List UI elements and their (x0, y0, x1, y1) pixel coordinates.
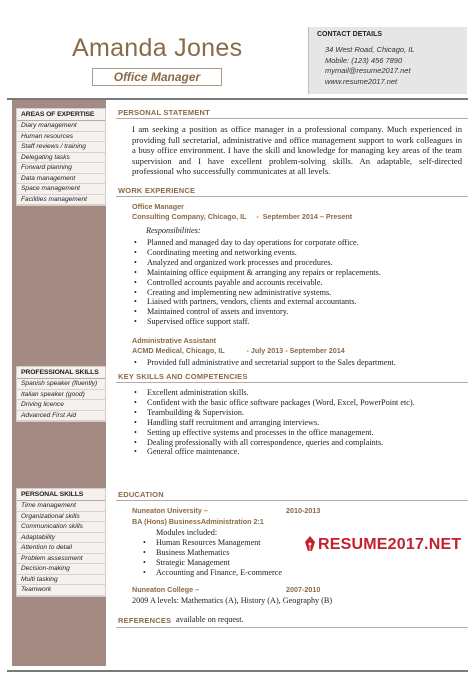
personal-statement-heading: PERSONAL STATEMENT (118, 108, 210, 117)
list-item: • Maintained control of assets and inventory. (131, 307, 381, 317)
professional-skills-heading: PROFESSIONAL SKILLS (17, 367, 105, 379)
section-rule (116, 382, 468, 383)
job-title-box: Office Manager (92, 68, 222, 86)
list-item: • Confident with the basic office software packages (Word, Excel, PowerPoint etc). (131, 398, 415, 408)
list-item: • Teambuilding & Supervision. (131, 408, 415, 418)
list-item: • Setting up effective systems and processes in the office management. (131, 428, 415, 438)
list-item: • Supervised office support staff. (131, 317, 381, 327)
list-item: • Liaised with partners, vendors, clients and external accountants. (131, 297, 381, 307)
logo-text: RESUME2017.NET (318, 536, 462, 553)
expertise-heading: AREAS OF EXPERTISE (17, 109, 105, 121)
personal-skill-item: Time management (17, 501, 105, 512)
modules-list (140, 538, 282, 578)
contact-email[interactable]: mymail@resume2017.net (325, 66, 411, 75)
personal-skill-item: Attention to detail (17, 543, 105, 554)
expertise-item: Human resources (17, 132, 105, 143)
list-item: • Analyzed and organized work processes and procedures. (131, 258, 381, 268)
list-item: • Human Resources Management (140, 538, 282, 548)
modules-label: Modules included: (156, 528, 218, 537)
personal-skill-item: Problem assessment (17, 554, 105, 565)
job-2-company: ACMD Medical, Chicago, IL - July 2013 - September 2014 (132, 346, 345, 355)
professional-skill-item: Spanish speaker (fluently) (17, 379, 105, 390)
section-rule (116, 118, 468, 119)
references-text: available on request. (176, 615, 244, 624)
college-years: 2007-2010 (286, 585, 321, 594)
resume2017-logo (318, 536, 461, 554)
contact-lines (325, 45, 415, 87)
section-rule (116, 627, 468, 628)
list-item: • Controlled accounts payable and accounts receivable. (131, 278, 381, 288)
expertise-panel (16, 108, 106, 206)
expertise-item: Forward planning (17, 163, 105, 174)
job-1-responsibilities-label: Responsibilities: (146, 226, 201, 235)
list-item: • Dealing professionally with all correspondence, queries and complaints. (131, 438, 415, 448)
expertise-item: Facilities management (17, 195, 105, 206)
list-item: • Business Mathematics (140, 548, 282, 558)
list-item: • Strategic Management (140, 558, 282, 568)
degree-title: BA (Hons) BusinessAdministration 2:1 (132, 517, 264, 526)
references-heading: REFERENCES (118, 616, 172, 625)
expertise-item: Staff reviews / training (17, 142, 105, 153)
personal-skills-heading: PERSONAL SKILLS (17, 489, 105, 501)
job-2-title: Administrative Assistant (132, 336, 217, 345)
list-item: • Excellent administration skills. (131, 388, 415, 398)
professional-skill-item: Advanced First Aid (17, 411, 105, 422)
candidate-name: Amanda Jones (72, 34, 243, 62)
list-item: • Creating and implementing new administrative systems. (131, 288, 381, 298)
university-years: 2010-2013 (286, 506, 321, 515)
college-name: Nuneaton College – (132, 585, 200, 594)
contact-details-heading: CONTACT DETAILS (317, 31, 383, 38)
a-levels: 2009 A levels: Mathematics (A), History (A), Geography (B) (132, 596, 333, 605)
professional-skill-item: Driving licence (17, 400, 105, 411)
expertise-item: Space management (17, 184, 105, 195)
contact-address: 34 West Road, Chicago, IL (325, 45, 415, 54)
expertise-item: Diary management (17, 121, 105, 132)
job-1-bullets (131, 238, 381, 327)
pen-nib-icon (302, 535, 318, 553)
work-experience-heading: WORK EXPERIENCE (118, 186, 196, 195)
personal-skill-item: Communication skills (17, 522, 105, 533)
list-item: • Accounting and Finance, E-commerce (140, 568, 282, 578)
university-name: Nuneaton University – (132, 506, 208, 515)
professional-skill-item: Italian speaker (good) (17, 390, 105, 401)
education-heading: EDUCATION (118, 490, 164, 499)
personal-statement-text: I am seeking a position as office manager in a professional company. Much experienced in providing full secretarial, administrative and office management support to work colleagues in a busy office environment. I have the skill and knowledge for managing key areas of the team supervision and I have excellent problem-solving skills. An adaptable, self-directed professional who successfully communicates at all levels. (132, 124, 462, 177)
job-2-bullets (131, 358, 396, 368)
list-item: • Planned and managed day to day operations for corporate office. (131, 238, 381, 248)
footer-divider (7, 670, 468, 672)
list-item: • Coordinating meeting and networking events. (131, 248, 381, 258)
job-1-company: Consulting Company, Chicago, IL - September 2014 – Present (132, 212, 353, 221)
contact-details-box (308, 27, 467, 94)
expertise-item: Data management (17, 174, 105, 185)
personal-skill-item: Adaptability (17, 533, 105, 544)
personal-skills-panel (16, 488, 106, 597)
professional-skills-panel (16, 366, 106, 422)
personal-skill-item: Decision-making (17, 564, 105, 575)
contact-website[interactable]: www.resume2017.net (325, 76, 398, 86)
contact-phone: Mobile: (123) 456 7890 (325, 55, 403, 65)
section-rule (116, 196, 468, 197)
list-item: • Provided full administrative and secretarial support to the Sales department. (131, 358, 396, 368)
expertise-item: Delegating tasks (17, 153, 105, 164)
list-item: • Maintaining office equipment & arranging any repairs or replacements. (131, 268, 381, 278)
list-item: • General office maintenance. (131, 447, 415, 457)
personal-skill-item: Teamwork (17, 585, 105, 596)
section-rule (116, 500, 468, 501)
key-skills-bullets (131, 388, 415, 457)
key-skills-heading: KEY SKILLS AND COMPETENCIES (118, 372, 248, 381)
personal-skill-item: Organizational skills (17, 512, 105, 523)
list-item: • Handling staff recruitment and arranging interviews. (131, 418, 415, 428)
job-1-title: Office Manager (132, 202, 184, 211)
personal-skill-item: Multi tasking (17, 575, 105, 586)
